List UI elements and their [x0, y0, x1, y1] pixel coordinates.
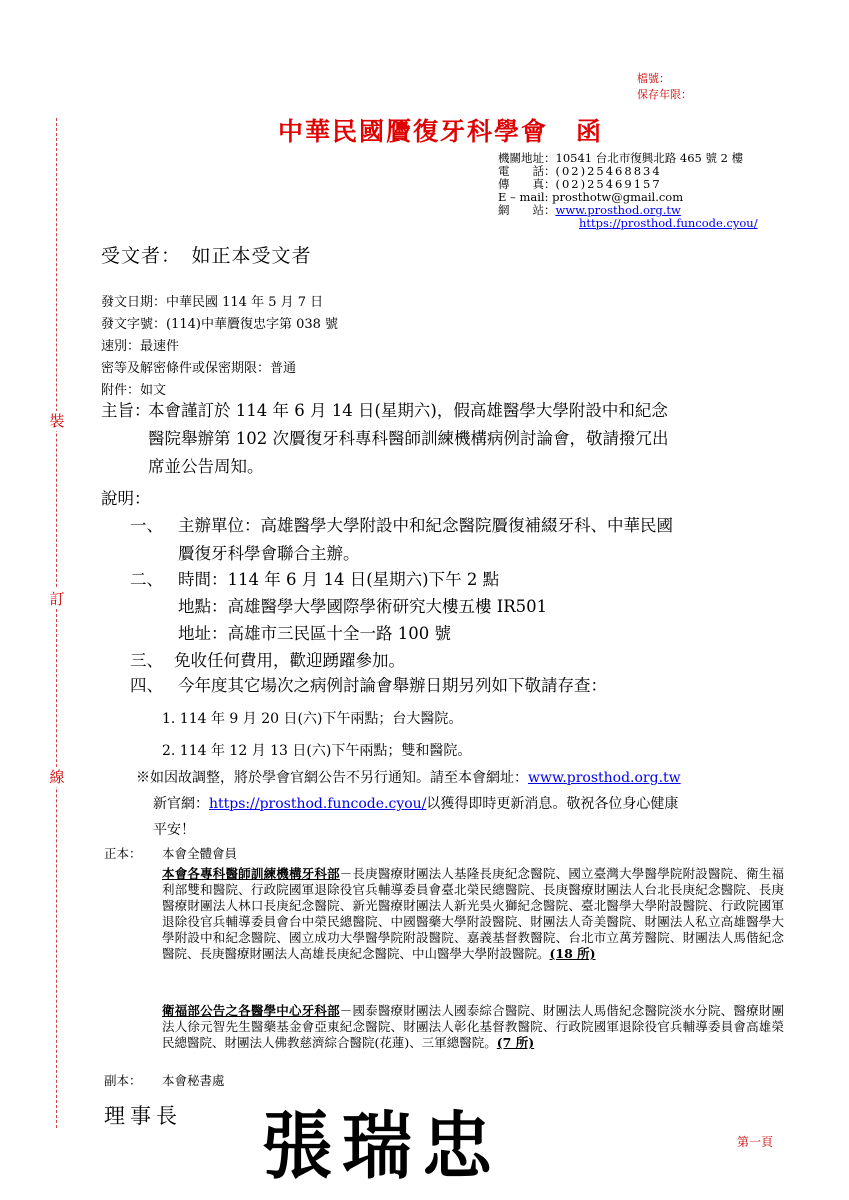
- recipient-line: 受文者： 如正本受文者: [101, 245, 312, 267]
- distribution-group-1: [162, 866, 784, 962]
- subject-label: 主旨：: [101, 401, 151, 420]
- schedule-item-1: 1. 114 年 9 月 20 日(六)下午兩點；台大醫院。: [162, 711, 463, 727]
- binding-line: [56, 118, 57, 1128]
- issue-date: 發文日期：中華民國 114 年 5 月 7 日: [101, 295, 324, 310]
- subject-line-2: 醫院舉辦第 102 次贗復牙科專科醫師訓練機構病例討論會，敬請撥冗出: [148, 429, 669, 448]
- contact-address: 機關地址：10541 台北市復興北路 465 號 2 樓: [498, 151, 744, 165]
- item-3-text: 免收任何費用，歡迎踴躍參加。: [174, 651, 405, 670]
- contact-phone: 電 話：(02)25468834: [498, 164, 662, 178]
- notice-website-link[interactable]: www.prosthod.org.tw: [528, 770, 681, 786]
- retention-label: 保存年限：: [637, 88, 692, 101]
- item-1-number: 一、: [130, 516, 163, 535]
- file-number-label: 檔號：: [637, 72, 670, 85]
- document-type: 函: [576, 117, 604, 146]
- item-1-line-2: 贗復牙科學會聯合主辦。: [178, 544, 360, 563]
- copy-recipient-value: 本會秘書處: [162, 1073, 225, 1088]
- group-1-title: 本會各專科醫師訓練機構牙科部: [162, 866, 340, 881]
- document-meta: [101, 292, 338, 402]
- group-2-title: 衛福部公告之各醫學中心牙科部: [162, 1003, 340, 1018]
- website-link-1[interactable]: www.prosthod.org.tw: [555, 203, 681, 217]
- notice-line-2: 新官網：https://prosthod.funcode.cyou/以獲得即時更新消息。敬祝各位身心健康: [153, 796, 679, 812]
- item-2-place: 地點：高雄醫學大學國際學術研究大樓五樓 IR501: [178, 597, 548, 616]
- group-2-count: (7 所): [496, 1035, 535, 1050]
- contact-block: [498, 152, 758, 230]
- binding-mark-xian: 線: [49, 768, 65, 786]
- secrecy-level: 密等及解密條件或保密期限：普通: [101, 361, 297, 376]
- schedule-item-2: 2. 114 年 12 月 13 日(六)下午兩點；雙和醫院。: [162, 743, 472, 759]
- original-recipient-label: 正本：: [104, 846, 142, 861]
- binding-mark-ding: 訂: [49, 590, 65, 608]
- document-title: [278, 112, 603, 148]
- item-2-time: 時間：114 年 6 月 14 日(星期六)下午 2 點: [178, 570, 500, 589]
- group-2-list: －國泰醫療財團法人國泰綜合醫院、財團法人馬偕紀念醫院淡水分院、醫療財團法人徐元智先生醫藥基金會亞東紀念醫院、財團法人彰化基督教醫院、行政院國軍退除役官兵輔導委員會高雄榮民總醫院、財團法人佛教慈濟綜合醫院(花蓮)、三軍總醫院。: [162, 1003, 784, 1050]
- notice-new-website-link[interactable]: https://prosthod.funcode.cyou/: [209, 796, 427, 812]
- chairman-signature: 張瑞忠: [262, 1102, 502, 1190]
- document-number: 發文字號：(114)中華贗復忠字第 038 號: [101, 317, 339, 332]
- item-3-number: 三、: [130, 651, 163, 670]
- copy-recipient-label: 副本：: [104, 1073, 142, 1088]
- explanation-label: 說明：: [101, 489, 151, 508]
- item-2-address: 地址：高雄市三民區十全一路 100 號: [178, 624, 451, 643]
- group-1-count: (18 所): [549, 946, 596, 961]
- distribution-group-2: [162, 1003, 784, 1051]
- contact-email: E – mail: prosthotw@gmail.com: [498, 190, 684, 204]
- item-1-line-1: 主辦單位：高雄醫學大學附設中和紀念醫院贗復補綴牙科、中華民國: [178, 516, 673, 535]
- original-recipient-all-members: 本會全體會員: [162, 846, 238, 861]
- item-4-text: 今年度其它場次之病例討論會舉辦日期另列如下敬請存查：: [178, 676, 607, 695]
- item-4-number: 四、: [130, 676, 163, 695]
- contact-fax: 傳 真：(02)25469157: [498, 177, 662, 191]
- website-link-2[interactable]: https://prosthod.funcode.cyou/: [579, 216, 758, 230]
- page-number: 第一頁: [737, 1135, 774, 1149]
- organization-name: 中華民國贗復牙科學會: [278, 117, 549, 146]
- notice-line-3: 平安！: [153, 822, 195, 838]
- contact-website: 網 站：www.prosthod.org.tw: [498, 203, 681, 217]
- subject-line-3: 席並公告周知。: [148, 457, 264, 476]
- item-2-number: 二、: [130, 570, 163, 589]
- chairman-label: 理事長: [104, 1104, 182, 1128]
- notice-line-1: ※如因故調整，將於學會官網公告不另行通知。請至本會網址：www.prosthod.org.tw: [136, 770, 681, 786]
- binding-mark-zhuang: 裝: [49, 412, 65, 430]
- group-1-list: －長庚醫療財團法人基隆長庚紀念醫院、國立臺灣大學醫學院附設醫院、衛生福利部雙和醫院、行政院國軍退除役官兵輔導委員會臺北榮民總醫院、長庚醫療財團法人台北長庚紀念醫院、長庚醫療財團法人林口長庚紀念醫院、新光醫療財團法人新光吳火獅紀念醫院、臺北醫學大學附設醫院、行政院國軍退除役官兵輔導委員會台中榮民總醫院、中國醫藥大學附設醫院、財團法人奇美醫院、財團法人私立高雄醫學大學附設中和紀念醫院、國立成功大學醫學院附設醫院、嘉義基督教醫院、台北市立萬芳醫院、財團法人馬偕紀念醫院、長庚醫療財團法人高雄長庚紀念醫院、中山醫學大學附設醫院。: [162, 866, 784, 961]
- attachment: 附件：如文: [101, 383, 167, 398]
- delivery-speed: 速別：最速件: [101, 339, 180, 354]
- subject-line-1: 本會謹訂於 114 年 6 月 14 日(星期六)，假高雄醫學大學附設中和紀念: [148, 401, 668, 420]
